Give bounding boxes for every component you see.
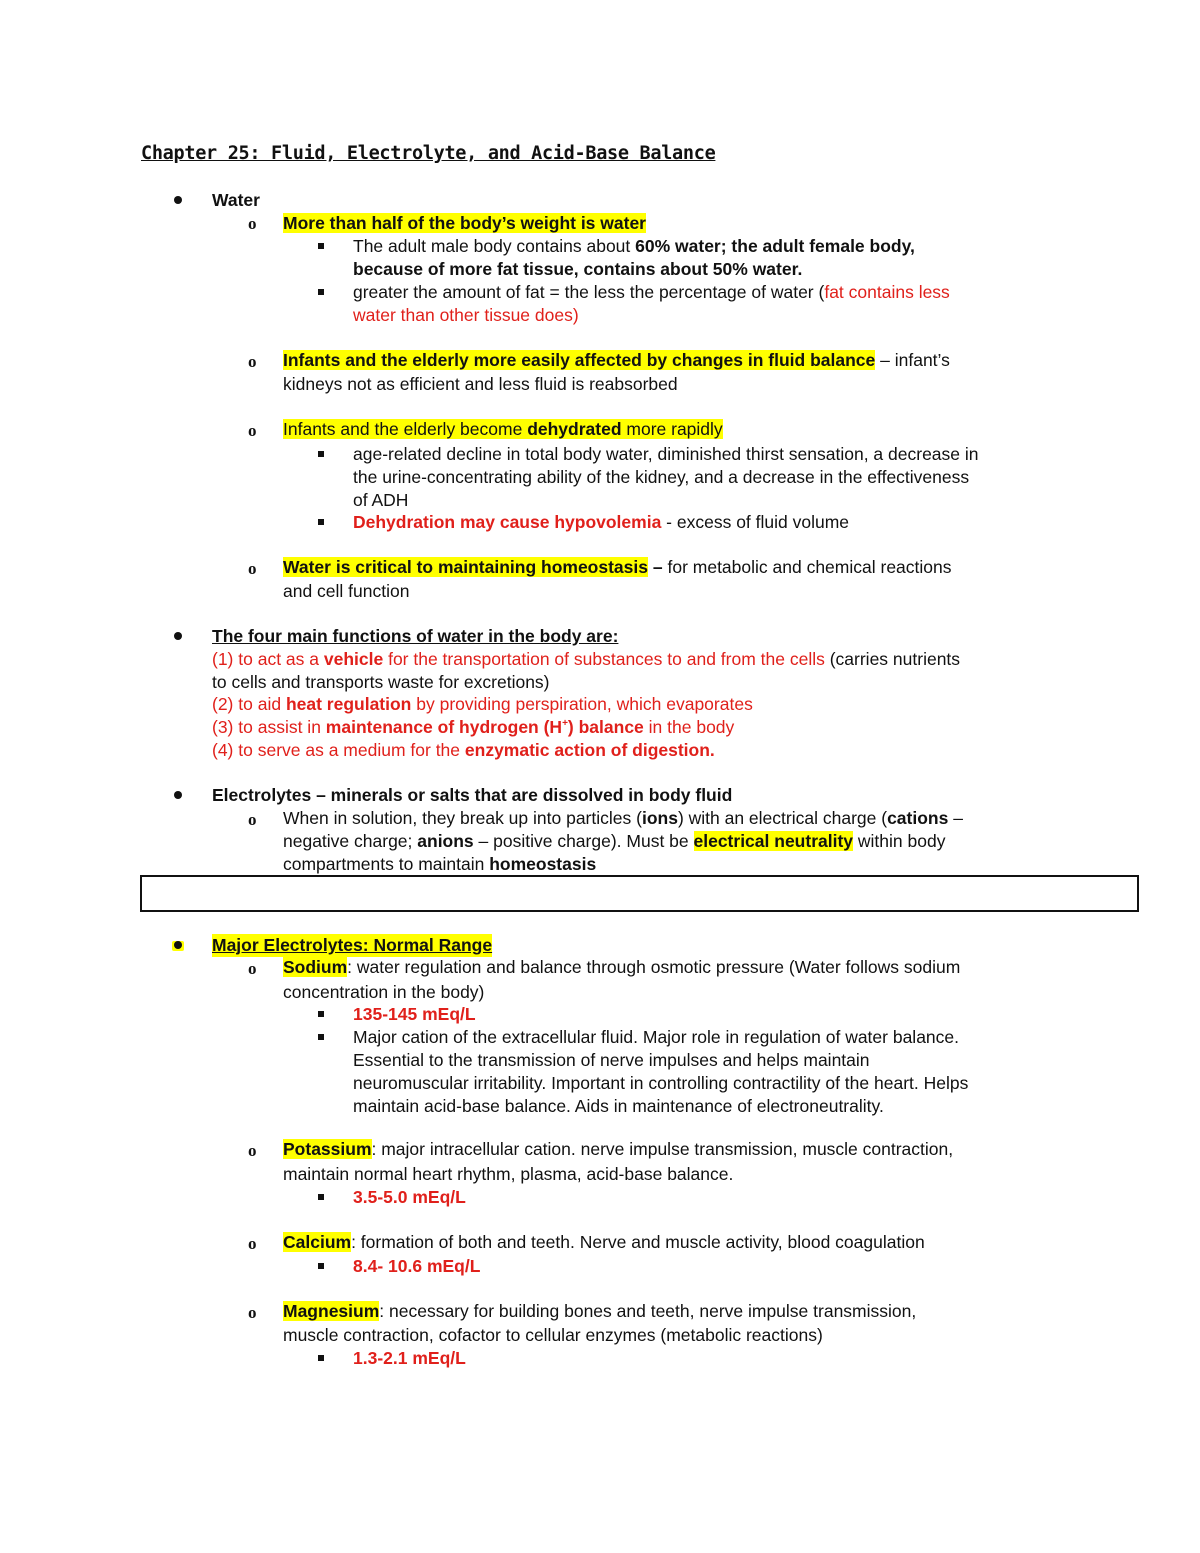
electrolytes-point-line-1: When in solution, they break up into particles (ions) with an electrical charge (cations – [283,808,963,828]
circle-bullet-icon: o [248,1141,257,1160]
water-point-2-cont: kidneys not as efficient and less fluid is reabsorbed [283,374,678,394]
empty-text-box [140,875,1139,912]
square-bullet-icon [318,1034,324,1040]
sodium-line-2: concentration in the body) [283,982,485,1002]
electrolytes-point-line-2: negative charge; anions – positive charge). Must be electrical neutrality within body [283,831,946,851]
function-1: (1) to act as a vehicle for the transportation of substances to and from the cells (carries nutrients [212,649,961,669]
square-bullet-icon [318,451,324,457]
sodium-desc-4: maintain acid-base balance. Aids in maintenance of electroneutrality. [353,1096,884,1116]
square-bullet-icon [318,1263,324,1269]
water-point-1-sub-2: greater the amount of fat = the less the percentage of water (fat contains less [353,282,950,302]
water-point-4-cont: and cell function [283,581,410,601]
square-bullet-icon [318,1355,324,1361]
calcium-range: 8.4- 10.6 mEq/L [353,1256,481,1276]
electrolytes-point-line-3: compartments to maintain homeostasis [283,854,597,874]
sodium-desc-1: Major cation of the extracellular fluid. Major role in regulation of water balance. [353,1027,960,1047]
bullet-icon [174,791,182,799]
circle-bullet-icon: o [248,1234,257,1253]
sodium-line-1: Sodium: water regulation and balance through osmotic pressure (Water follows sodium [283,957,961,977]
water-heading: Water [212,190,260,210]
sodium-desc-2: Essential to the transmission of nerve impulses and helps maintain [353,1050,870,1070]
sodium-desc-3: neuromuscular irritability. Important in controlling contractility of the heart. Helps [353,1073,969,1093]
page-title: Chapter 25: Fluid, Electrolyte, and Acid-Base Balance [141,143,716,164]
circle-bullet-icon: o [248,1303,257,1322]
magnesium-range: 1.3-2.1 mEq/L [353,1348,466,1368]
water-point-1-sub-2-cont: water than other tissue does) [353,305,579,325]
water-point-3: Infants and the elderly become dehydrated more rapidly [283,419,723,439]
function-1-cont: to cells and transports waste for excretions) [212,672,550,692]
function-4: (4) to serve as a medium for the enzymatic action of digestion. [212,740,715,760]
square-bullet-icon [318,243,324,249]
circle-bullet-icon: o [248,810,257,829]
water-point-3-sub-1-line-2: the urine-concentrating ability of the kidney, and a decrease in the effectiveness [353,467,970,487]
square-bullet-icon [318,1194,324,1200]
circle-bullet-icon: o [248,214,257,233]
water-point-3-sub-1-line-1: age-related decline in total body water, diminished thirst sensation, a decrease in [353,444,979,464]
function-2: (2) to aid heat regulation by providing perspiration, which evaporates [212,694,753,714]
bullet-icon [174,196,182,204]
major-electrolytes-heading: Major Electrolytes: Normal Range [212,935,493,955]
square-bullet-icon [318,519,324,525]
potassium-line-2: maintain normal heart rhythm, plasma, acid-base balance. [283,1164,734,1184]
water-point-4: Water is critical to maintaining homeostasis – for metabolic and chemical reactions [283,557,952,577]
calcium-line-1: Calcium: formation of both and teeth. Nerve and muscle activity, blood coagulation [283,1232,925,1252]
magnesium-line-2: muscle contraction, cofactor to cellular enzymes (metabolic reactions) [283,1325,823,1345]
circle-bullet-icon: o [248,421,257,440]
sodium-range: 135-145 mEq/L [353,1004,476,1024]
water-point-1-sub-1: The adult male body contains about 60% water; the adult female body, [353,236,915,256]
circle-bullet-icon: o [248,559,257,578]
potassium-line-1: Potassium: major intracellular cation. nerve impulse transmission, muscle contraction, [283,1139,954,1159]
bullet-icon [174,941,182,949]
square-bullet-icon [318,1011,324,1017]
water-point-3-sub-1-line-3: of ADH [353,490,409,510]
square-bullet-icon [318,289,324,295]
potassium-range: 3.5-5.0 mEq/L [353,1187,466,1207]
water-point-2: Infants and the elderly more easily affected by changes in fluid balance – infant’s [283,350,950,370]
magnesium-line-1: Magnesium: necessary for building bones and teeth, nerve impulse transmission, [283,1301,917,1321]
bullet-icon [174,632,182,640]
circle-bullet-icon: o [248,959,257,978]
functions-heading: The four main functions of water in the body are: [212,626,619,646]
electrolytes-heading: Electrolytes – minerals or salts that are dissolved in body fluid [212,785,733,805]
function-3: (3) to assist in maintenance of hydrogen (H+) balance in the body [212,717,735,737]
water-point-3-sub-2: Dehydration may cause hypovolemia - excess of fluid volume [353,512,850,532]
water-point-1: More than half of the body’s weight is water [283,213,646,233]
water-point-1-sub-1-cont: because of more fat tissue, contains about 50% water. [353,259,803,279]
circle-bullet-icon: o [248,352,257,371]
